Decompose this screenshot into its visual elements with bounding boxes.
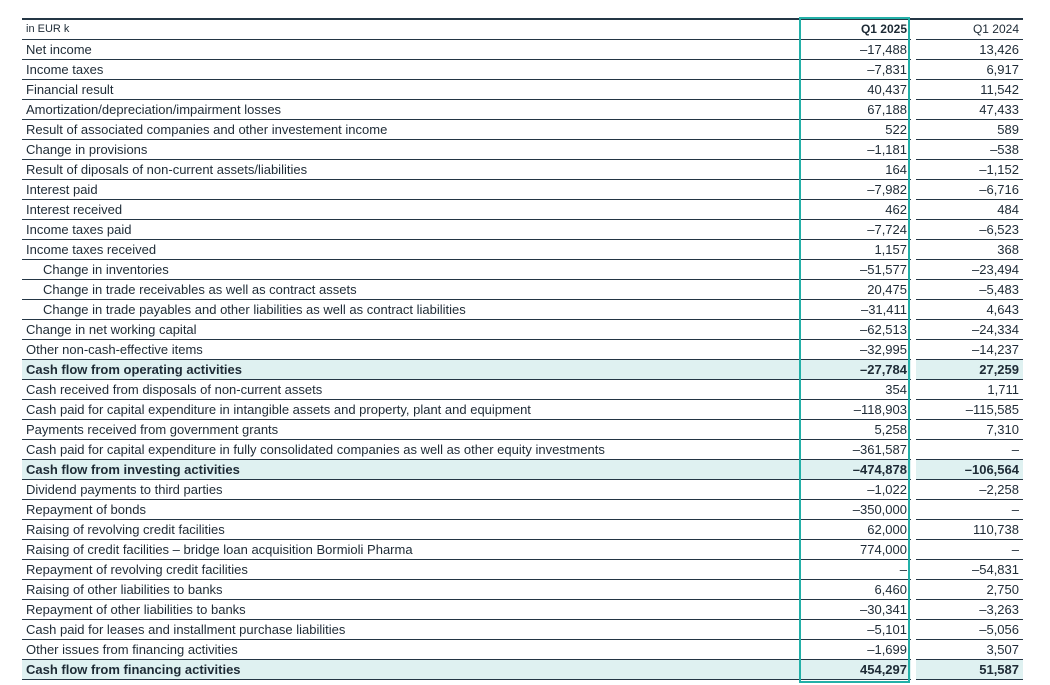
table-row — [22, 220, 1023, 240]
total-row — [22, 660, 1023, 680]
table-row — [22, 420, 1023, 440]
table-row — [22, 240, 1023, 260]
unit-header: in EUR k — [22, 19, 800, 40]
value-q1-2025: –1,181 — [800, 140, 911, 160]
row-label: Repayment of bonds — [22, 500, 800, 520]
value-q1-2024: 6,917 — [916, 60, 1023, 80]
value-q1-2024: 2,750 — [916, 580, 1023, 600]
value-q1-2024: –538 — [916, 140, 1023, 160]
table-row — [22, 380, 1023, 400]
cash-flow-table — [22, 18, 1023, 680]
value-q1-2024: 368 — [916, 240, 1023, 260]
row-label: Repayment of other liabilities to banks — [22, 600, 800, 620]
row-label: Payments received from government grants — [22, 420, 800, 440]
value-q1-2024: 484 — [916, 200, 1023, 220]
value-q1-2024: 1,711 — [916, 380, 1023, 400]
row-label: Interest received — [22, 200, 800, 220]
row-label: Cash received from disposals of non-current assets — [22, 380, 800, 400]
value-q1-2025: 5,258 — [800, 420, 911, 440]
value-q1-2024: 589 — [916, 120, 1023, 140]
current-period-header: Q1 2025 — [800, 19, 911, 40]
table-row — [22, 540, 1023, 560]
row-label: Change in trade receivables as well as contract assets — [22, 280, 800, 300]
value-q1-2025: – — [800, 560, 911, 580]
value-q1-2025: 67,188 — [800, 100, 911, 120]
row-label: Cash flow from financing activities — [22, 660, 800, 680]
table-row — [22, 440, 1023, 460]
value-q1-2025: –7,724 — [800, 220, 911, 240]
row-label: Cash paid for capital expenditure in fully consolidated companies as well as other equity investments — [22, 440, 800, 460]
row-label: Income taxes received — [22, 240, 800, 260]
row-label: Income taxes — [22, 60, 800, 80]
table-row — [22, 560, 1023, 580]
row-label: Cash paid for leases and installment purchase liabilities — [22, 620, 800, 640]
row-label: Other issues from financing activities — [22, 640, 800, 660]
value-q1-2025: 20,475 — [800, 280, 911, 300]
value-q1-2024: –106,564 — [916, 460, 1023, 480]
value-q1-2024: –5,483 — [916, 280, 1023, 300]
row-label: Amortization/depreciation/impairment losses — [22, 100, 800, 120]
row-label: Net income — [22, 40, 800, 60]
row-label: Change in trade payables and other liabilities as well as contract liabilities — [22, 300, 800, 320]
value-q1-2024: 3,507 — [916, 640, 1023, 660]
value-q1-2024: 110,738 — [916, 520, 1023, 540]
table-row — [22, 140, 1023, 160]
table-row — [22, 260, 1023, 280]
value-q1-2025: –31,411 — [800, 300, 911, 320]
value-q1-2024: –24,334 — [916, 320, 1023, 340]
value-q1-2024: 27,259 — [916, 360, 1023, 380]
row-label: Interest paid — [22, 180, 800, 200]
table-row — [22, 400, 1023, 420]
value-q1-2024: –115,585 — [916, 400, 1023, 420]
value-q1-2024: 51,587 — [916, 660, 1023, 680]
value-q1-2025: –7,831 — [800, 60, 911, 80]
value-q1-2025: 774,000 — [800, 540, 911, 560]
value-q1-2024: –1,152 — [916, 160, 1023, 180]
row-label: Raising of revolving credit facilities — [22, 520, 800, 540]
table-row — [22, 500, 1023, 520]
row-label: Other non-cash-effective items — [22, 340, 800, 360]
table-row — [22, 300, 1023, 320]
value-q1-2024: –6,523 — [916, 220, 1023, 240]
value-q1-2025: 354 — [800, 380, 911, 400]
total-row — [22, 360, 1023, 380]
table-row — [22, 100, 1023, 120]
row-label: Change in net working capital — [22, 320, 800, 340]
value-q1-2024: – — [916, 440, 1023, 460]
header-row — [22, 19, 1023, 40]
value-q1-2024: –2,258 — [916, 480, 1023, 500]
table-row — [22, 640, 1023, 660]
table-row — [22, 600, 1023, 620]
value-q1-2025: –361,587 — [800, 440, 911, 460]
table-row — [22, 160, 1023, 180]
value-q1-2024: –54,831 — [916, 560, 1023, 580]
row-label: Cash paid for capital expenditure in intangible assets and property, plant and equipment — [22, 400, 800, 420]
row-label: Raising of credit facilities – bridge loan acquisition Bormioli Pharma — [22, 540, 800, 560]
table-row — [22, 120, 1023, 140]
row-label: Result of associated companies and other investement income — [22, 120, 800, 140]
table-row — [22, 80, 1023, 100]
table-row — [22, 580, 1023, 600]
row-label: Dividend payments to third parties — [22, 480, 800, 500]
value-q1-2024: – — [916, 540, 1023, 560]
table-row — [22, 40, 1023, 60]
value-q1-2025: 454,297 — [800, 660, 911, 680]
value-q1-2025: –7,982 — [800, 180, 911, 200]
value-q1-2024: –14,237 — [916, 340, 1023, 360]
prior-period-header: Q1 2024 — [916, 19, 1023, 40]
row-label: Raising of other liabilities to banks — [22, 580, 800, 600]
value-q1-2025: 1,157 — [800, 240, 911, 260]
table-row — [22, 180, 1023, 200]
value-q1-2024: – — [916, 500, 1023, 520]
value-q1-2025: –30,341 — [800, 600, 911, 620]
value-q1-2025: –118,903 — [800, 400, 911, 420]
row-label: Change in inventories — [22, 260, 800, 280]
value-q1-2025: –1,022 — [800, 480, 911, 500]
table-row — [22, 60, 1023, 80]
value-q1-2025: –1,699 — [800, 640, 911, 660]
value-q1-2025: –474,878 — [800, 460, 911, 480]
row-label: Change in provisions — [22, 140, 800, 160]
value-q1-2025: 62,000 — [800, 520, 911, 540]
value-q1-2025: 6,460 — [800, 580, 911, 600]
value-q1-2024: 47,433 — [916, 100, 1023, 120]
value-q1-2025: 462 — [800, 200, 911, 220]
row-label: Cash flow from investing activities — [22, 460, 800, 480]
total-row — [22, 460, 1023, 480]
row-label: Financial result — [22, 80, 800, 100]
value-q1-2024: –5,056 — [916, 620, 1023, 640]
value-q1-2024: –23,494 — [916, 260, 1023, 280]
value-q1-2024: 13,426 — [916, 40, 1023, 60]
value-q1-2024: 7,310 — [916, 420, 1023, 440]
row-label: Result of diposals of non-current assets/liabilities — [22, 160, 800, 180]
value-q1-2025: –32,995 — [800, 340, 911, 360]
table-row — [22, 620, 1023, 640]
value-q1-2025: –27,784 — [800, 360, 911, 380]
value-q1-2024: 4,643 — [916, 300, 1023, 320]
table-row — [22, 480, 1023, 500]
value-q1-2025: –5,101 — [800, 620, 911, 640]
value-q1-2025: –62,513 — [800, 320, 911, 340]
value-q1-2024: 11,542 — [916, 80, 1023, 100]
value-q1-2025: –350,000 — [800, 500, 911, 520]
value-q1-2025: 164 — [800, 160, 911, 180]
value-q1-2024: –6,716 — [916, 180, 1023, 200]
value-q1-2025: –17,488 — [800, 40, 911, 60]
value-q1-2025: –51,577 — [800, 260, 911, 280]
table-row — [22, 320, 1023, 340]
table-row — [22, 520, 1023, 540]
table-body — [22, 40, 1023, 680]
table-row — [22, 200, 1023, 220]
row-label: Income taxes paid — [22, 220, 800, 240]
row-label: Repayment of revolving credit facilities — [22, 560, 800, 580]
table-row — [22, 280, 1023, 300]
value-q1-2024: –3,263 — [916, 600, 1023, 620]
value-q1-2025: 522 — [800, 120, 911, 140]
row-label: Cash flow from operating activities — [22, 360, 800, 380]
value-q1-2025: 40,437 — [800, 80, 911, 100]
table-row — [22, 340, 1023, 360]
